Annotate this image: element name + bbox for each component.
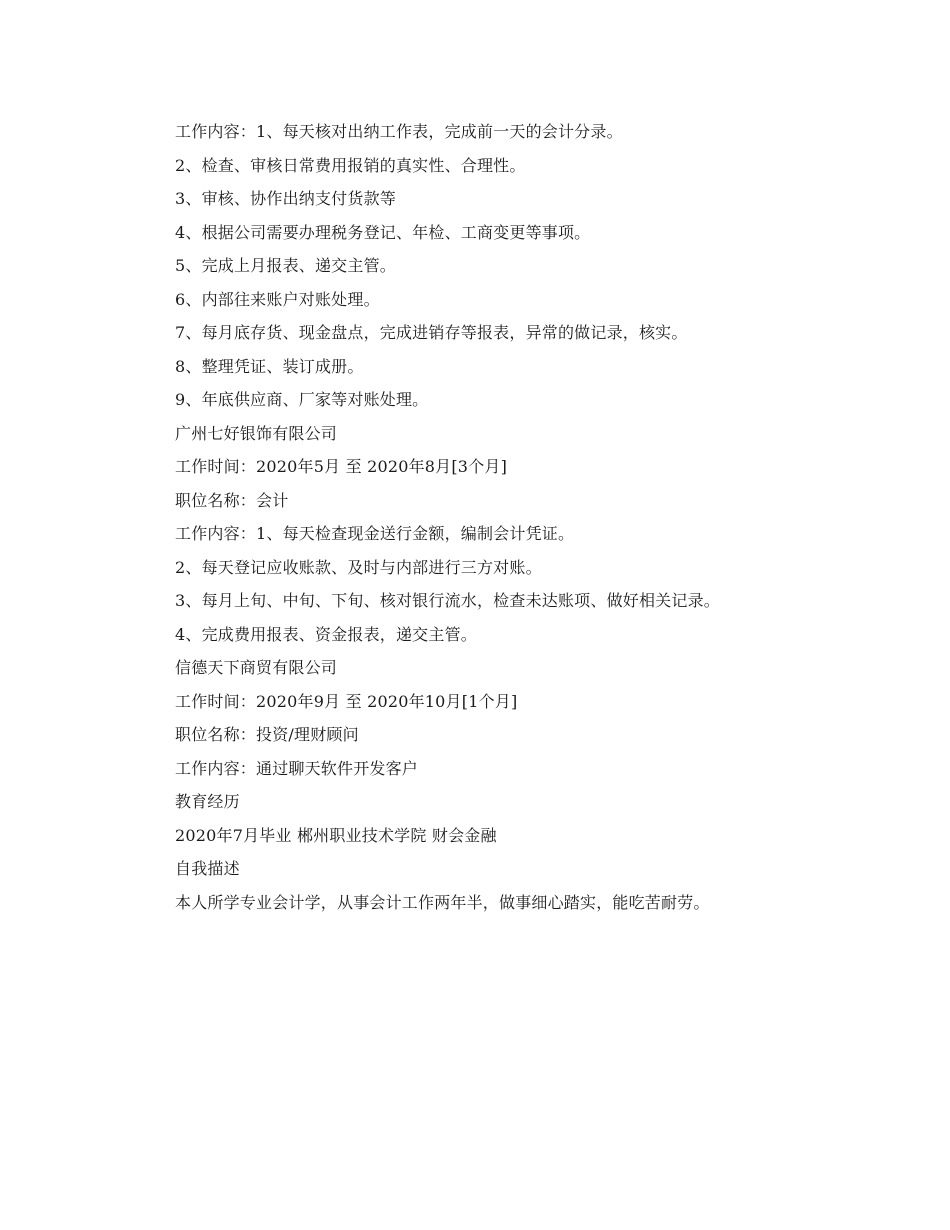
job-duty-line: 工作内容：通过聊天软件开发客户 [175,758,419,778]
company-name: 信德天下商贸有限公司 [175,658,338,677]
job-title: 职位名称：投资/理财顾问 [175,725,359,744]
job-duty-line: 2、每天登记应收账款、及时与内部进行三方对账。 [175,557,542,577]
job-duty-line: 7、每月底存货、现金盘点，完成进销存等报表，异常的做记录，核实。 [175,323,688,342]
job-duty-line: 5、完成上月报表、递交主管。 [175,256,396,275]
resume-document [175,115,875,919]
section-heading-self-description: 自我描述 [175,859,240,878]
section-heading-education: 教育经历 [175,792,240,811]
education-entry: 2020年7月毕业 郴州职业技术学院 财会金融 [175,825,497,845]
job-duty-line: 8、整理凭证、装订成册。 [175,356,364,376]
job-duty-line: 工作内容：1、每天核对出纳工作表，完成前一天的会计分录。 [175,122,623,141]
job-duty-line: 工作内容：1、每天检查现金送行金额，编制会计凭证。 [175,524,575,543]
job-duty-line: 4、根据公司需要办理税务登记、年检、工商变更等事项。 [175,222,591,242]
job-duty-line: 3、每月上旬、中旬、下旬、核对银行流水，检查未达账项、做好相关记录。 [175,591,720,610]
job-duty-line: 2、检查、审核日常费用报销的真实性、合理性。 [175,155,526,175]
job-duty-line: 3、审核、协作出纳支付货款等 [175,189,396,208]
company-name: 广州七好银饰有限公司 [175,423,338,443]
job-duty-line: 9、年底供应商、厂家等对账处理。 [175,390,429,409]
job-title: 职位名称：会计 [175,490,289,510]
self-description-text: 本人所学专业会计学，从事会计工作两年半，做事细心踏实，能吃苦耐劳。 [175,892,710,912]
job-duty-line: 6、内部往来账户对账处理。 [175,289,380,309]
work-period: 工作时间：2020年9月 至 2020年10月[1个月] [175,691,518,711]
work-period: 工作时间：2020年5月 至 2020年8月[3个月] [175,457,508,476]
job-duty-line: 4、完成费用报表、资金报表，递交主管。 [175,624,477,644]
